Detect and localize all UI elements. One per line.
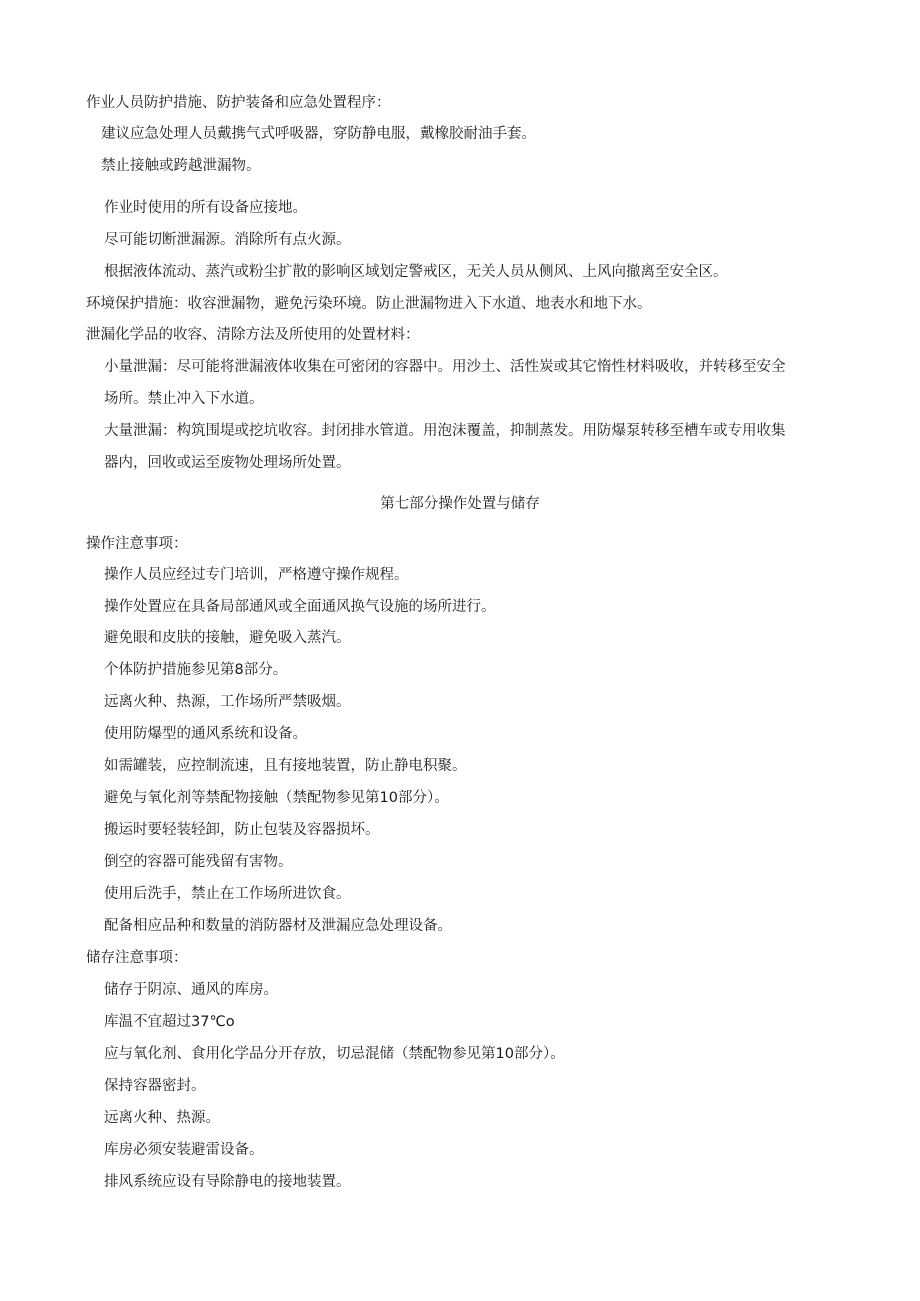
personnel-item: 根据液体流动、蒸汽或粉尘扩散的影响区域划定警戒区，无关人员从侧风、上风向撤离至安全区。 (104, 264, 728, 280)
operation-item: 避免眼和皮肤的接触，避免吸入蒸汽。 (104, 630, 351, 646)
operation-item: 操作处置应在具备局部通风或全面通风换气设施的场所进行。 (104, 599, 496, 615)
storage-item: 排风系统应设有导除静电的接地装置。 (104, 1174, 351, 1190)
operation-item: 个体防护措施参见第8部分。 (104, 662, 288, 678)
storage-heading: 储存注意事项： (86, 950, 188, 966)
small-spill-line: 场所。禁止冲入下水道。 (104, 391, 264, 407)
operation-item: 避免与氧化剂等禁配物接触（禁配物参见第10部分）。 (104, 790, 449, 806)
personnel-protection-heading: 作业人员防护措施、防护装备和应急处置程序： (86, 95, 391, 111)
environment-protection-line: 环境保护措施：收容泄漏物，避免污染环境。防止泄漏物进入下水道、地表水和地下水。 (86, 296, 652, 312)
cleanup-heading: 泄漏化学品的收容、清除方法及所使用的处置材料： (86, 327, 420, 343)
storage-item: 库温不宜超过37℃o (104, 1014, 235, 1030)
operation-item: 如需罐装，应控制流速，且有接地装置，防止静电积聚。 (104, 758, 467, 774)
operation-item: 使用防爆型的通风系统和设备。 (104, 726, 307, 742)
operation-item: 搬运时要轻装轻卸，防止包装及容器损坏。 (104, 822, 380, 838)
storage-item: 库房必须安装避雷设备。 (104, 1142, 264, 1158)
storage-item: 应与氧化剂、食用化学品分开存放，切忌混储（禁配物参见第10部分）。 (104, 1046, 565, 1062)
storage-item: 储存于阴凉、通风的库房。 (104, 982, 278, 998)
personnel-item: 禁止接触或跨越泄漏物。 (101, 158, 261, 174)
section-title: 第七部分操作处置与储存 (380, 496, 540, 512)
operation-heading: 操作注意事项： (86, 536, 188, 552)
storage-item: 远离火种、热源。 (104, 1110, 220, 1126)
operation-item: 倒空的容器可能残留有害物。 (104, 854, 293, 870)
large-spill-line: 器内，回收或运至废物处理场所处置。 (104, 455, 351, 471)
large-spill-line: 大量泄漏：构筑围堤或挖坑收容。封闭排水管道。用泡沫覆盖，抑制蒸发。用防爆泵转移至槽车或专用收集 (104, 423, 786, 439)
operation-item: 使用后洗手，禁止在工作场所进饮食。 (104, 886, 351, 902)
personnel-item: 作业时使用的所有设备应接地。 (104, 200, 307, 216)
storage-item: 保持容器密封。 (104, 1078, 206, 1094)
personnel-item: 建议应急处理人员戴携气式呼吸器，穿防静电服，戴橡胶耐油手套。 (101, 126, 536, 142)
personnel-item: 尽可能切断泄漏源。消除所有点火源。 (104, 232, 351, 248)
small-spill-line: 小量泄漏：尽可能将泄漏液体收集在可密闭的容器中。用沙土、活性炭或其它惰性材料吸收，并转移至安全 (104, 359, 786, 375)
operation-item: 远离火种、热源，工作场所严禁吸烟。 (104, 694, 351, 710)
operation-item: 配备相应品种和数量的消防器材及泄漏应急处理设备。 (104, 918, 452, 934)
operation-item: 操作人员应经过专门培训，严格遵守操作规程。 (104, 567, 409, 583)
